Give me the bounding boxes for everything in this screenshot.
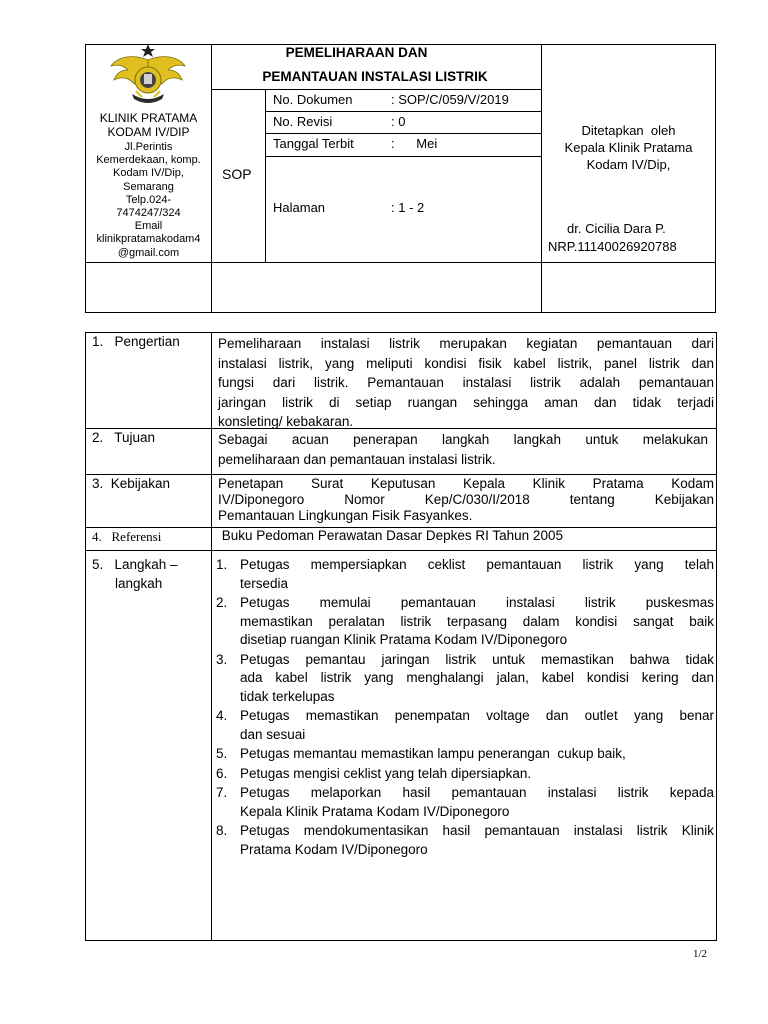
section-label-referensi: 4. Referensi	[92, 529, 162, 544]
steps-list	[216, 556, 714, 859]
list-item: 1. Petugas mempersiapkan ceklist pemantauan listrik yang telah tersedia	[216, 557, 714, 591]
approval-block: Ditetapkan oleh Kepala Klinik Pratama Kodam IV/Dip,	[564, 123, 693, 172]
field-label-halaman: Halaman	[273, 200, 326, 215]
section-content-kebijakan: Penetapan Surat Keputusan Kepala Klinik Pratama Kodam IV/Diponegoro Nomor Kep/C/030/I/2018 tentang Kebijakan Pemantauan Lingkungan Fisik Fasyankes.	[218, 476, 714, 523]
field-label-no-dokumen: No. Dokumen	[273, 92, 353, 107]
list-item: 8. Petugas mendokumentasikan hasil pemantauan instalasi listrik Klinik Pratama Kodam IV/Diponegoro	[216, 823, 714, 857]
field-value-tanggal-terbit: : Mei	[391, 136, 438, 151]
section-label-pengertian: 1. Pengertian	[92, 334, 180, 349]
list-item: 6. Petugas mengisi ceklist yang telah dipersiapkan.	[216, 765, 532, 781]
signer-name: dr. Cicilia Dara P.	[567, 221, 666, 236]
section-content-tujuan: Sebagai acuan penerapan langkah langkah untuk melakukan pemeliharaan dan pemantauan instalasi listrik.	[218, 432, 708, 467]
section-content-pengertian: Pemeliharaan instalasi listrik merupakan kegiatan pemantauan dari instalasi listrik, yang meliputi kondisi fisik kabel listrik, panel listrik dan fungsi dari listrik. Pemantauan instalasi listrik adalah pemantauan jaringan listrik di setiap ruangan sehingga aman dan tidak terjadi konsleting/ kebakaran.	[218, 336, 714, 429]
field-value-no-dokumen: : SOP/C/059/V/2019	[391, 92, 509, 107]
signer-nrp: NRP.11140026920788	[548, 239, 677, 254]
field-label-tanggal-terbit: Tanggal Terbit	[273, 136, 354, 151]
section-label-langkah: 5. Langkah – langkah	[92, 557, 178, 591]
section-label-tujuan: 2. Tujuan	[92, 430, 156, 445]
list-item: 3. Petugas pemantau jaringan listrik untuk memastikan bahwa tidak ada kabel listrik yang menghalangi jalan, kabel kondisi kering dan tidak terkelupas	[216, 651, 714, 704]
section-label-kebijakan: 3. Kebijakan	[92, 476, 171, 491]
list-item: 2. Petugas memulai pemantauan instalasi listrik puskesmas memastikan peralatan listrik terpasang dalam kondisi sangat baik disetiap ruangan Klinik Pratama Kodam IV/Diponegoro	[216, 595, 714, 647]
clinic-emblem-icon	[108, 44, 188, 110]
field-value-halaman: : 1 - 2	[391, 200, 425, 215]
section-content-referensi: Buku Pedoman Perawatan Dasar Depkes RI Tahun 2005	[218, 528, 563, 543]
page-number: 1/2	[693, 948, 708, 960]
field-label-no-revisi: No. Revisi	[273, 114, 333, 129]
list-item: 7. Petugas melaporkan hasil pemantauan instalasi listrik kepada Kepala Klinik Pratama Kodam IV/Diponegoro	[216, 785, 714, 819]
list-item: 5. Petugas memantau memastikan lampu penerangan cukup baik,	[216, 746, 626, 761]
clinic-name: KLINIK PRATAMA KODAM IV/DIP	[99, 111, 198, 139]
sop-label: SOP	[222, 166, 252, 182]
field-value-no-revisi: : 0	[391, 114, 406, 129]
clinic-address: Jl.Perintis Kemerdekaan, komp. Kodam IV/Dip, Semarang Telp.024- 7474247/324 Email klinikpratamakodam4 @gmail.com	[96, 141, 201, 259]
list-item: 4. Petugas memastikan penempatan voltage dan outlet yang benar dan sesuai	[216, 708, 714, 742]
